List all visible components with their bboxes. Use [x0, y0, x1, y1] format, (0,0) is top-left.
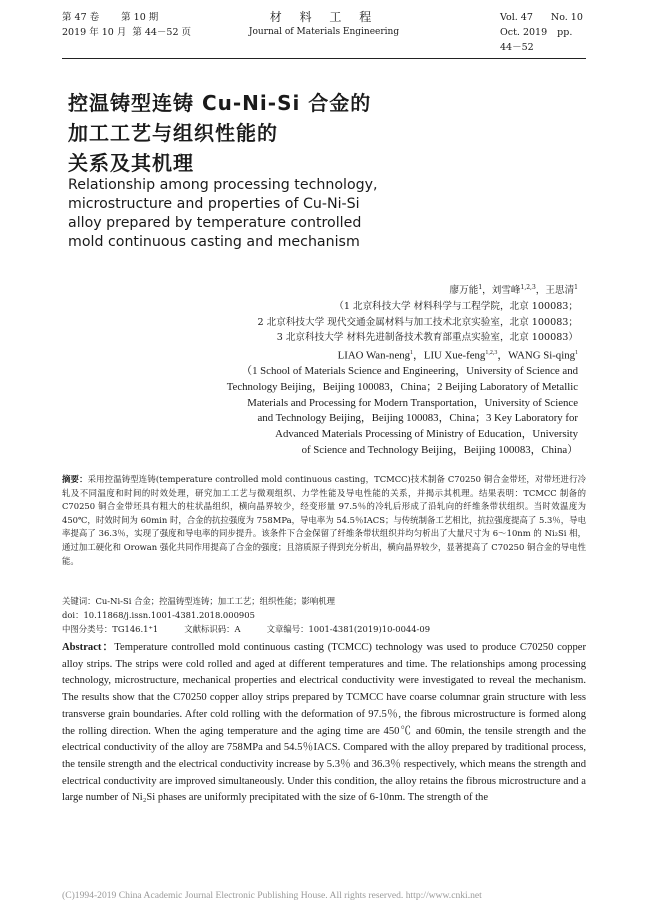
- author-name: 刘雪峰: [491, 285, 521, 297]
- affiliation-cn: 2 北京科技大学 现代交通金属材料与加工技术北京实验室，北京 100083；: [257, 316, 578, 328]
- article-number: 文章编号：1001-4381(2019)10-0044-09: [266, 624, 431, 634]
- abstract-cn-text: 采用控温铸型连铸(temperature controlled mold continuous casting，TCMCC)技术制备 C70250 铜合金带坯，对带坯进行冷轧及不同温度和时间的时效处理，研究加工工艺与微观组织、力学性能及导电性能的关系，并揭示其机理。结果表明：TCMCC 制备的 C70250 铜合金带坯具有粗大的柱状晶组织，横向晶界较少，经变形量 97.5％的冷轧后形成了沿轧向的纤维条带状组织。当时效温度为 450℃，时效时间为 60min 时，合金的抗拉强度为 758MPa，导电率为 54.5％IACS；与传统制备工艺相比，抗拉强度提高了 5.3％，导电率提高了 36.3％，实现了强度和导电率的同步提升。该条件下合金保留了纤维条带状组织并均匀析出了大量尺寸为 6～10nm 的 Ni₂Si 相，通过加工硬化和 Orowan 强化共同作用提高了合金的强度；且溶质原子得到充分析出，横向晶界较少，显著提高了 C70250 铜合金的导电性能。: [62, 474, 587, 566]
- journal-name-en: Journal of Materials Engineering: [248, 27, 400, 37]
- abstract-cn-label: 摘要：: [62, 474, 88, 484]
- authors-en: LIAO Wan-neng$^1$，LIU Xue-feng$^{1,2,3}$，WANG Si-qing$^1$: [337, 349, 578, 362]
- author-affil-mark: 1: [575, 350, 578, 356]
- affiliation-en: （1 School of Materials Science and Engineering，University of Science and: [241, 365, 578, 378]
- abstract-en-text: Temperature controlled mold continuous casting (TCMCC) technology was used to produce C70250 copper alloy strips. The strips were cold rolled and aged at different temperatures and time. The relationships among processing technology, microstructure, mechanical properties and electrical conductivity were investigated to reveal the mechanism. The results show that the C70250 copper alloy strips prepared by TCMCC have coarse columnar grain structure with less transverse grain boundaries. After cold rolling with the deformation of 97.5％, the fibrous microstructure is formed along the rolling direction. When the aging temperature and the aging time are 450℃ and 60min, the tensile strength and the electrical conductivity of the alloy are 758MPa and 54.5％IACS. Compared with the alloy prepared by traditional process, the tensile strength and the electrical conductivity increase by 5.3％ and 36.3％ respectively, which means the strength and electrical conductivity are improved simultaneously. Under this condition, the alloy retains the fibrous microstructure and a large number of Ni₂Si phases are uniformly precipitated with the size of 6-10nm. The strength of the: [62, 642, 586, 804]
- issue-en: No. 10: [550, 12, 583, 23]
- author-affil-mark: 1,2,3: [520, 284, 536, 291]
- affiliation-en: of Science and Technology Beijing，Beijing 100083，China）: [301, 443, 578, 456]
- author-affil-mark: 1: [574, 284, 578, 291]
- volume-cn: 第 47 卷: [62, 12, 100, 23]
- author-name: WANG Si-qing: [508, 349, 575, 362]
- title-en-line: Relationship among processing technology,: [68, 177, 378, 193]
- author-name: LIU Xue-feng: [423, 349, 486, 362]
- doi-label: doi：: [62, 610, 84, 620]
- author-affil-mark: 1,2,3: [485, 350, 498, 356]
- issue-cn: 第 10 期: [121, 12, 159, 23]
- affiliation-en: Advanced Materials Processing of Ministry of Education，University: [275, 428, 578, 441]
- title-en-line: mold continuous casting and mechanism: [68, 234, 360, 250]
- date-en: Oct. 2019: [500, 27, 548, 38]
- document-code: 文献标识码：A: [184, 624, 241, 634]
- title-cn-line: 关系及其机理: [68, 151, 194, 175]
- title-cn-line: 加工工艺与组织性能的: [68, 121, 278, 145]
- title-en-line: alloy prepared by temperature controlled: [68, 215, 362, 231]
- author-name: LIAO Wan-neng: [337, 349, 411, 362]
- author-affil-mark: 1: [410, 350, 414, 356]
- title-en-line: microstructure and properties of Cu-Ni-Si: [68, 196, 360, 212]
- copyright-footer: (C)1994-2019 China Academic Journal Electronic Publishing House. All rights reserved. http://www.cnki.net: [62, 890, 482, 901]
- author-block: [138, 280, 578, 459]
- author-name: 廖万能: [449, 285, 479, 297]
- affiliation-en: Materials and Processing for Modern Transportation，University of Science: [247, 396, 578, 409]
- authors-cn: 廖万能$^1$，刘雪峰$^{1,2,3}$，王思清$^1$: [449, 284, 578, 297]
- classification-line: [62, 623, 586, 637]
- affiliation-cn: （1 北京科技大学 材料科学与工程学院，北京 100083；: [334, 300, 578, 312]
- abstract-english: [62, 640, 586, 807]
- doi: [62, 609, 586, 623]
- abstract-chinese: [62, 473, 586, 568]
- keywords-label: 关键词：: [62, 596, 96, 606]
- abstract-en-label: Abstract：: [62, 642, 115, 653]
- clc-number: 中图分类号：TG146.1⁺1: [62, 624, 159, 634]
- journal-name-cn: 材 料 工 程: [269, 10, 379, 24]
- date-cn: 2019 年 10 月: [62, 27, 127, 38]
- keywords: [62, 595, 586, 609]
- header-right-info: [500, 10, 586, 55]
- volume-en: Vol. 47: [500, 12, 533, 23]
- affiliation-en: Technology Beijing，Beijing 100083，China；2 Beijing Laboratory of Metallic: [226, 381, 578, 393]
- pages-cn: 第 44－52 页: [132, 27, 192, 38]
- title-english: [68, 176, 588, 252]
- header-rule: [62, 58, 586, 59]
- title-cn-line: 控温铸型连铸 Cu-Ni-Si 合金的: [68, 91, 372, 115]
- affiliation-cn: 3 北京科技大学 材料先进制备技术教育部重点实验室，北京 100083）: [276, 332, 578, 344]
- author-affil-mark: 1: [478, 284, 483, 291]
- affiliation-en: and Technology Beijing，Beijing 100083，China；3 Key Laboratory for: [257, 412, 578, 425]
- author-name: 王思清: [545, 285, 575, 297]
- page-header: [0, 0, 648, 62]
- pages-en: pp. 44－52: [500, 27, 573, 53]
- doi-text: 10.11868/j.issn.1001-4381.2018.000905: [83, 610, 255, 620]
- keywords-text: Cu-Ni-Si 合金；控温铸型连铸；加工工艺；组织性能；影响机理: [95, 596, 336, 606]
- title-chinese: [68, 88, 588, 178]
